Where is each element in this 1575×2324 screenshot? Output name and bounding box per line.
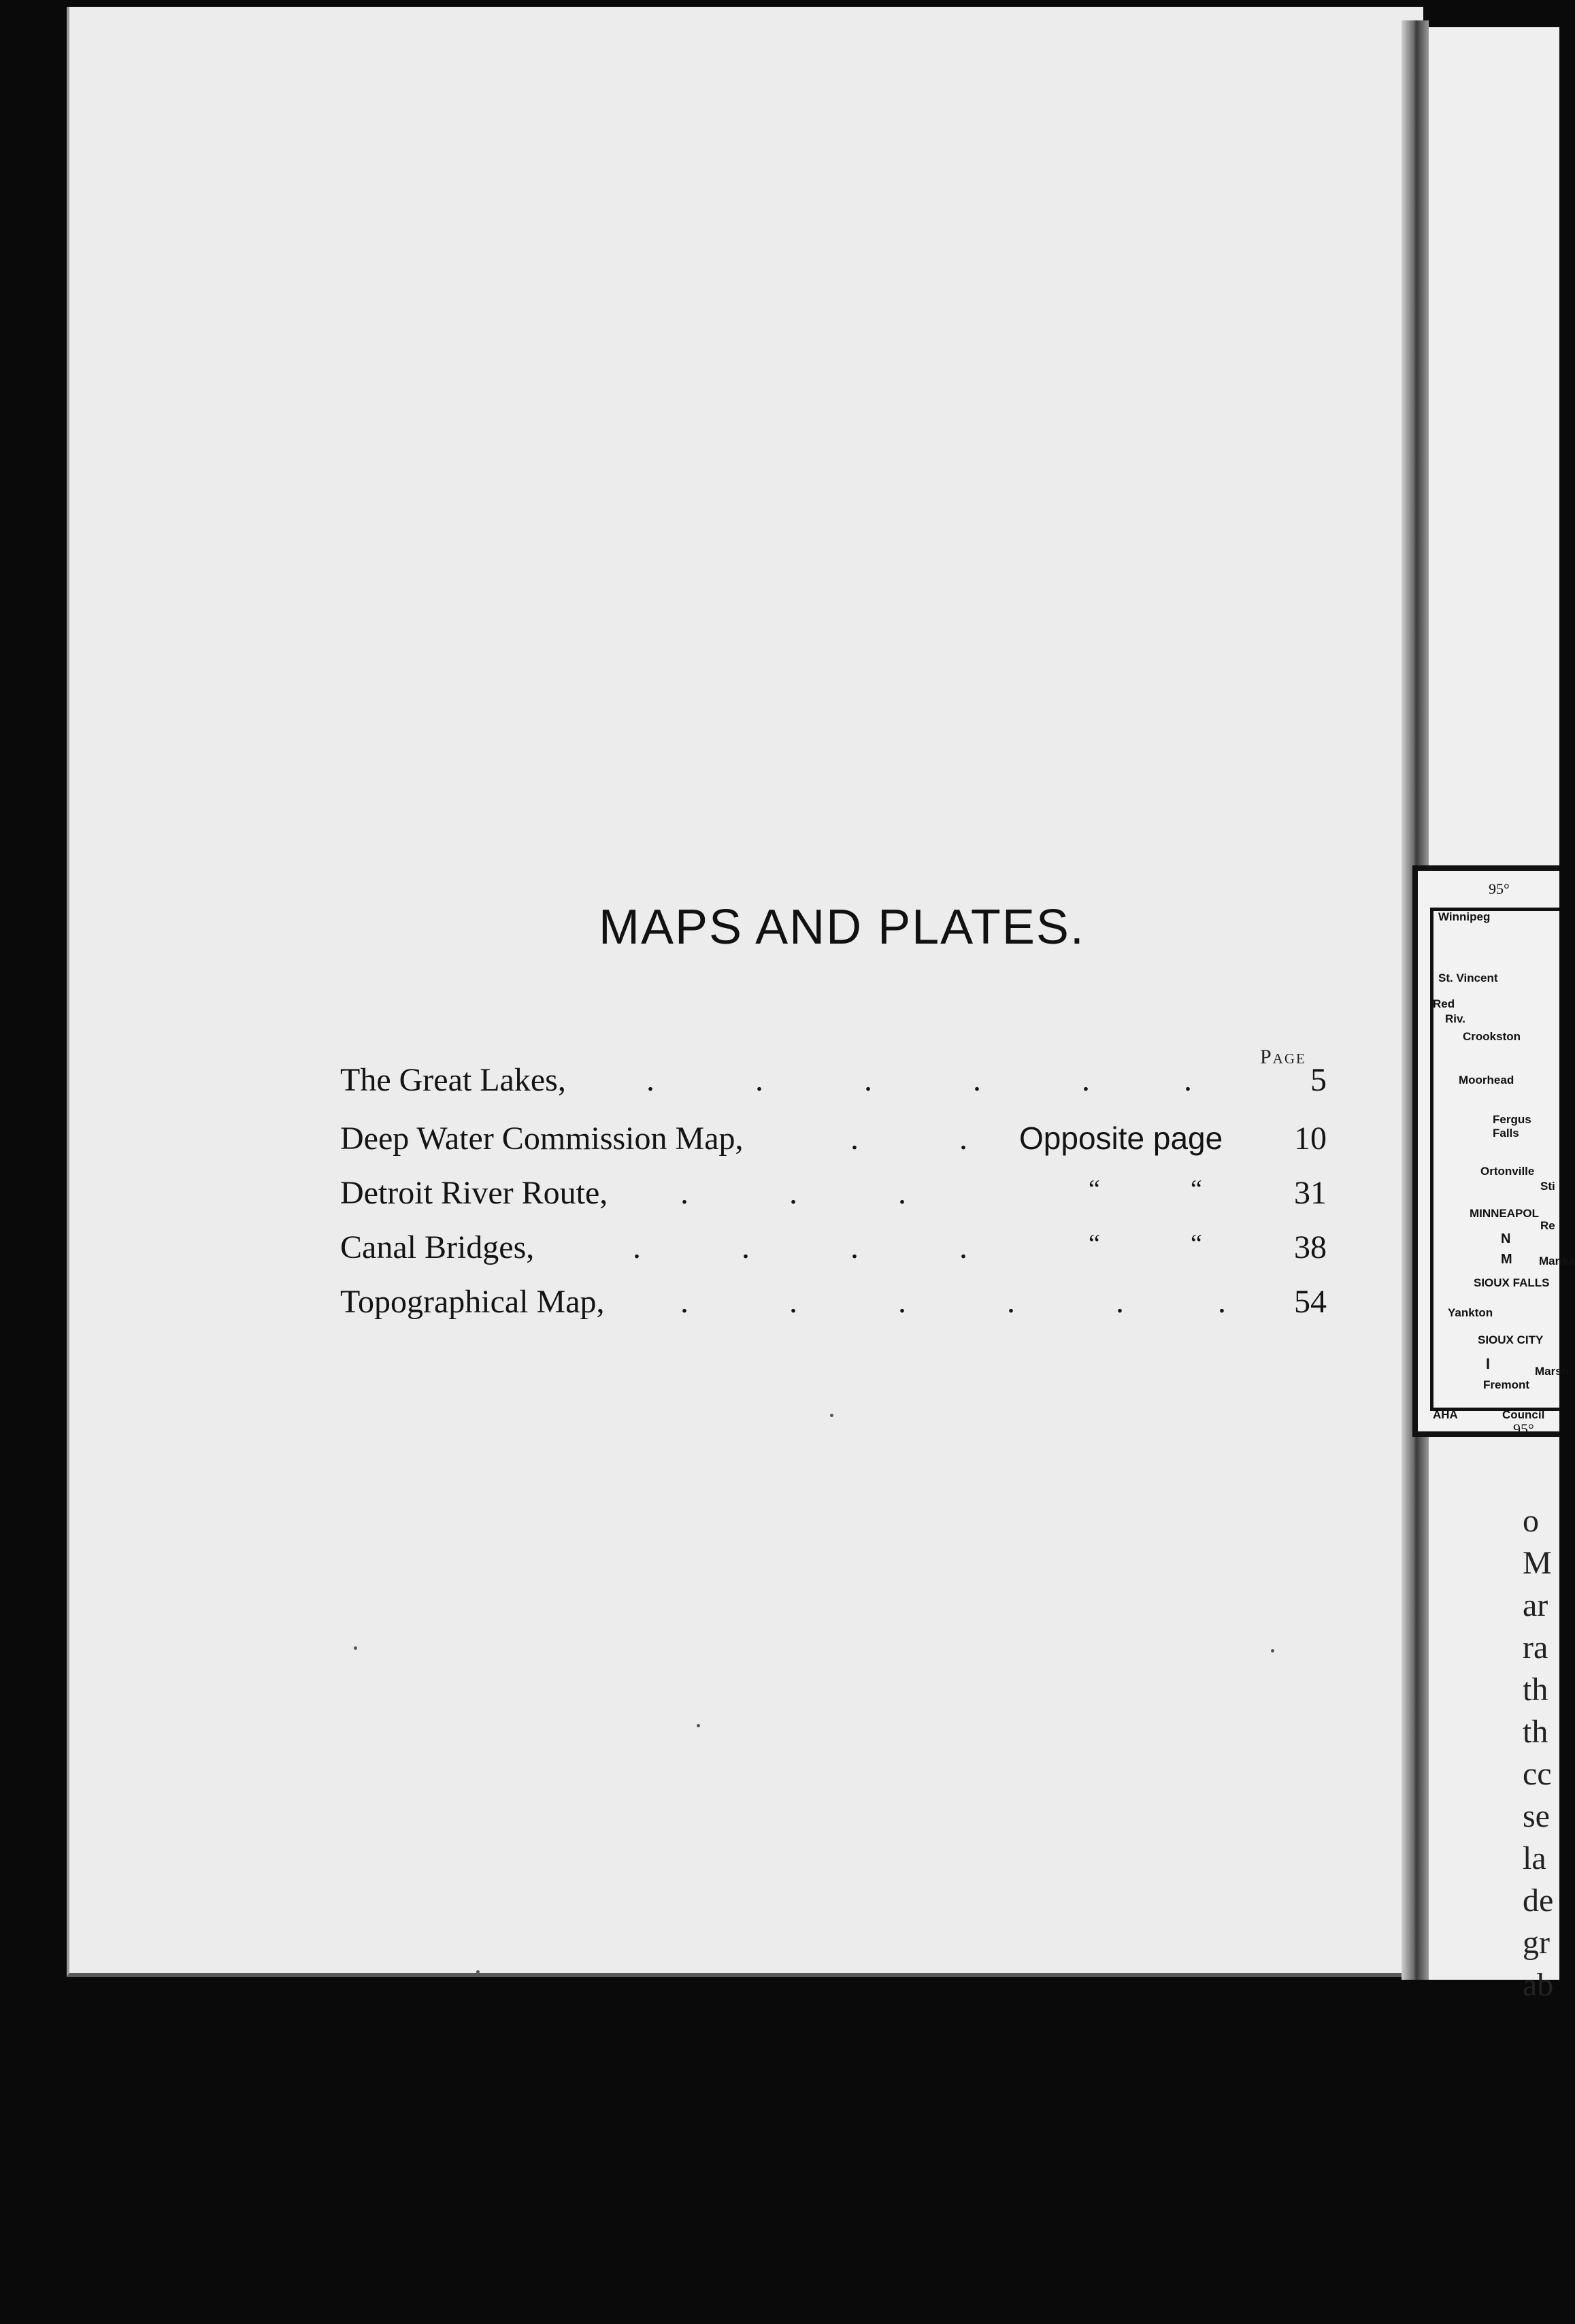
leader-dot: . [1007,1284,1015,1320]
toc-page: 54 [1294,1284,1327,1320]
leader-dot: . [973,1062,981,1098]
right-page-text: ab [1523,1967,1554,2003]
map-fragment [1412,865,1575,1438]
right-page-text: gr [1523,1925,1550,1961]
map-label: SIOUX CITY [1478,1333,1544,1346]
map-label: SIOUX FALLS [1474,1276,1550,1289]
paper-speck [697,1724,700,1727]
map-label: Red [1433,997,1455,1010]
toc-label: Deep Water Commission Map, [340,1120,744,1157]
map-label: Fremont [1483,1378,1529,1391]
map-label: N [1501,1231,1511,1246]
leader-dot: . [850,1229,859,1265]
toc-row [340,1120,1327,1167]
leader-dot: . [864,1062,872,1098]
leader-dot: . [1082,1062,1090,1098]
paper-speck [476,1970,480,1974]
leader-dot: . [1116,1284,1124,1320]
right-page-text: th [1523,1672,1548,1708]
map-label: Falls [1493,1127,1519,1140]
toc-page: 10 [1294,1120,1327,1157]
map-label: Winnipeg [1438,910,1491,923]
paper-speck [1271,1649,1274,1653]
map-label: AHA [1433,1408,1458,1421]
toc-label: Canal Bridges, [340,1229,535,1265]
right-page-text: o [1523,1503,1539,1539]
toc-row [340,1061,1327,1109]
toc-row [340,1174,1327,1222]
page-column-header: Page [1260,1046,1306,1068]
toc-label: Detroit River Route, [340,1175,608,1211]
map-label: I [1486,1355,1491,1372]
map-label: Yankton [1448,1306,1493,1319]
paper-speck [354,1646,357,1650]
leader-dot: . [959,1229,967,1265]
map-label: Marsh [1535,1365,1570,1378]
ditto-mark: “ [1191,1175,1202,1204]
map-label: St. Vincent [1438,972,1498,984]
leader-dot: . [646,1062,654,1098]
toc-page: 38 [1294,1229,1327,1265]
left-page [67,7,1423,1977]
right-page-text: th [1523,1714,1548,1750]
leader-dot: . [789,1284,797,1320]
leader-dot: . [680,1284,689,1320]
right-page-text: M [1523,1545,1552,1581]
leader-dot: . [898,1175,906,1211]
map-label: Crookston [1463,1030,1521,1043]
map-label: Ortonville [1480,1165,1535,1178]
leader-dot: . [680,1175,689,1211]
toc-page: 5 [1310,1062,1327,1098]
map-label: MINNEAPOL [1470,1207,1539,1220]
leader-dot: . [755,1062,763,1098]
leader-dot: . [633,1229,641,1265]
map-degree-label: 95° [1513,1421,1534,1438]
right-page-text: se [1523,1798,1550,1834]
paper-speck [830,1414,833,1417]
map-label: Manka [1539,1255,1575,1267]
toc-opposite-page: Opposite page [1019,1120,1223,1156]
page-title: MAPS AND PLATES. [599,900,1085,954]
toc-row [340,1283,1327,1331]
right-page-text: cc [1523,1756,1552,1792]
map-label: Council [1502,1408,1545,1421]
map-label: M [1501,1252,1512,1267]
toc-label: Topographical Map, [340,1284,605,1320]
leader-dot: . [1218,1284,1226,1320]
map-label: Fergus [1493,1113,1531,1126]
ditto-mark: “ [1089,1175,1100,1204]
leader-dot: . [898,1284,906,1320]
right-page-text: ar [1523,1587,1548,1623]
leader-dot: . [1184,1062,1192,1098]
map-label: Riv. [1445,1012,1465,1025]
toc-label: The Great Lakes, [340,1062,566,1098]
ditto-mark: “ [1089,1229,1100,1258]
map-label: Re [1540,1219,1555,1232]
map-label: Moorhead [1459,1074,1514,1086]
map-label: Sti [1540,1180,1555,1193]
map-degree-label: 95° [1489,880,1510,897]
leader-dot: . [959,1120,967,1157]
ditto-mark: “ [1191,1229,1202,1258]
leader-dot: . [789,1175,797,1211]
leader-dot: . [850,1120,859,1157]
toc-row [340,1229,1327,1276]
toc-page: 31 [1294,1175,1327,1211]
right-page-text: ra [1523,1629,1548,1665]
right-page-text: de [1523,1882,1554,1919]
right-page-text: la [1523,1840,1546,1876]
leader-dot: . [742,1229,750,1265]
